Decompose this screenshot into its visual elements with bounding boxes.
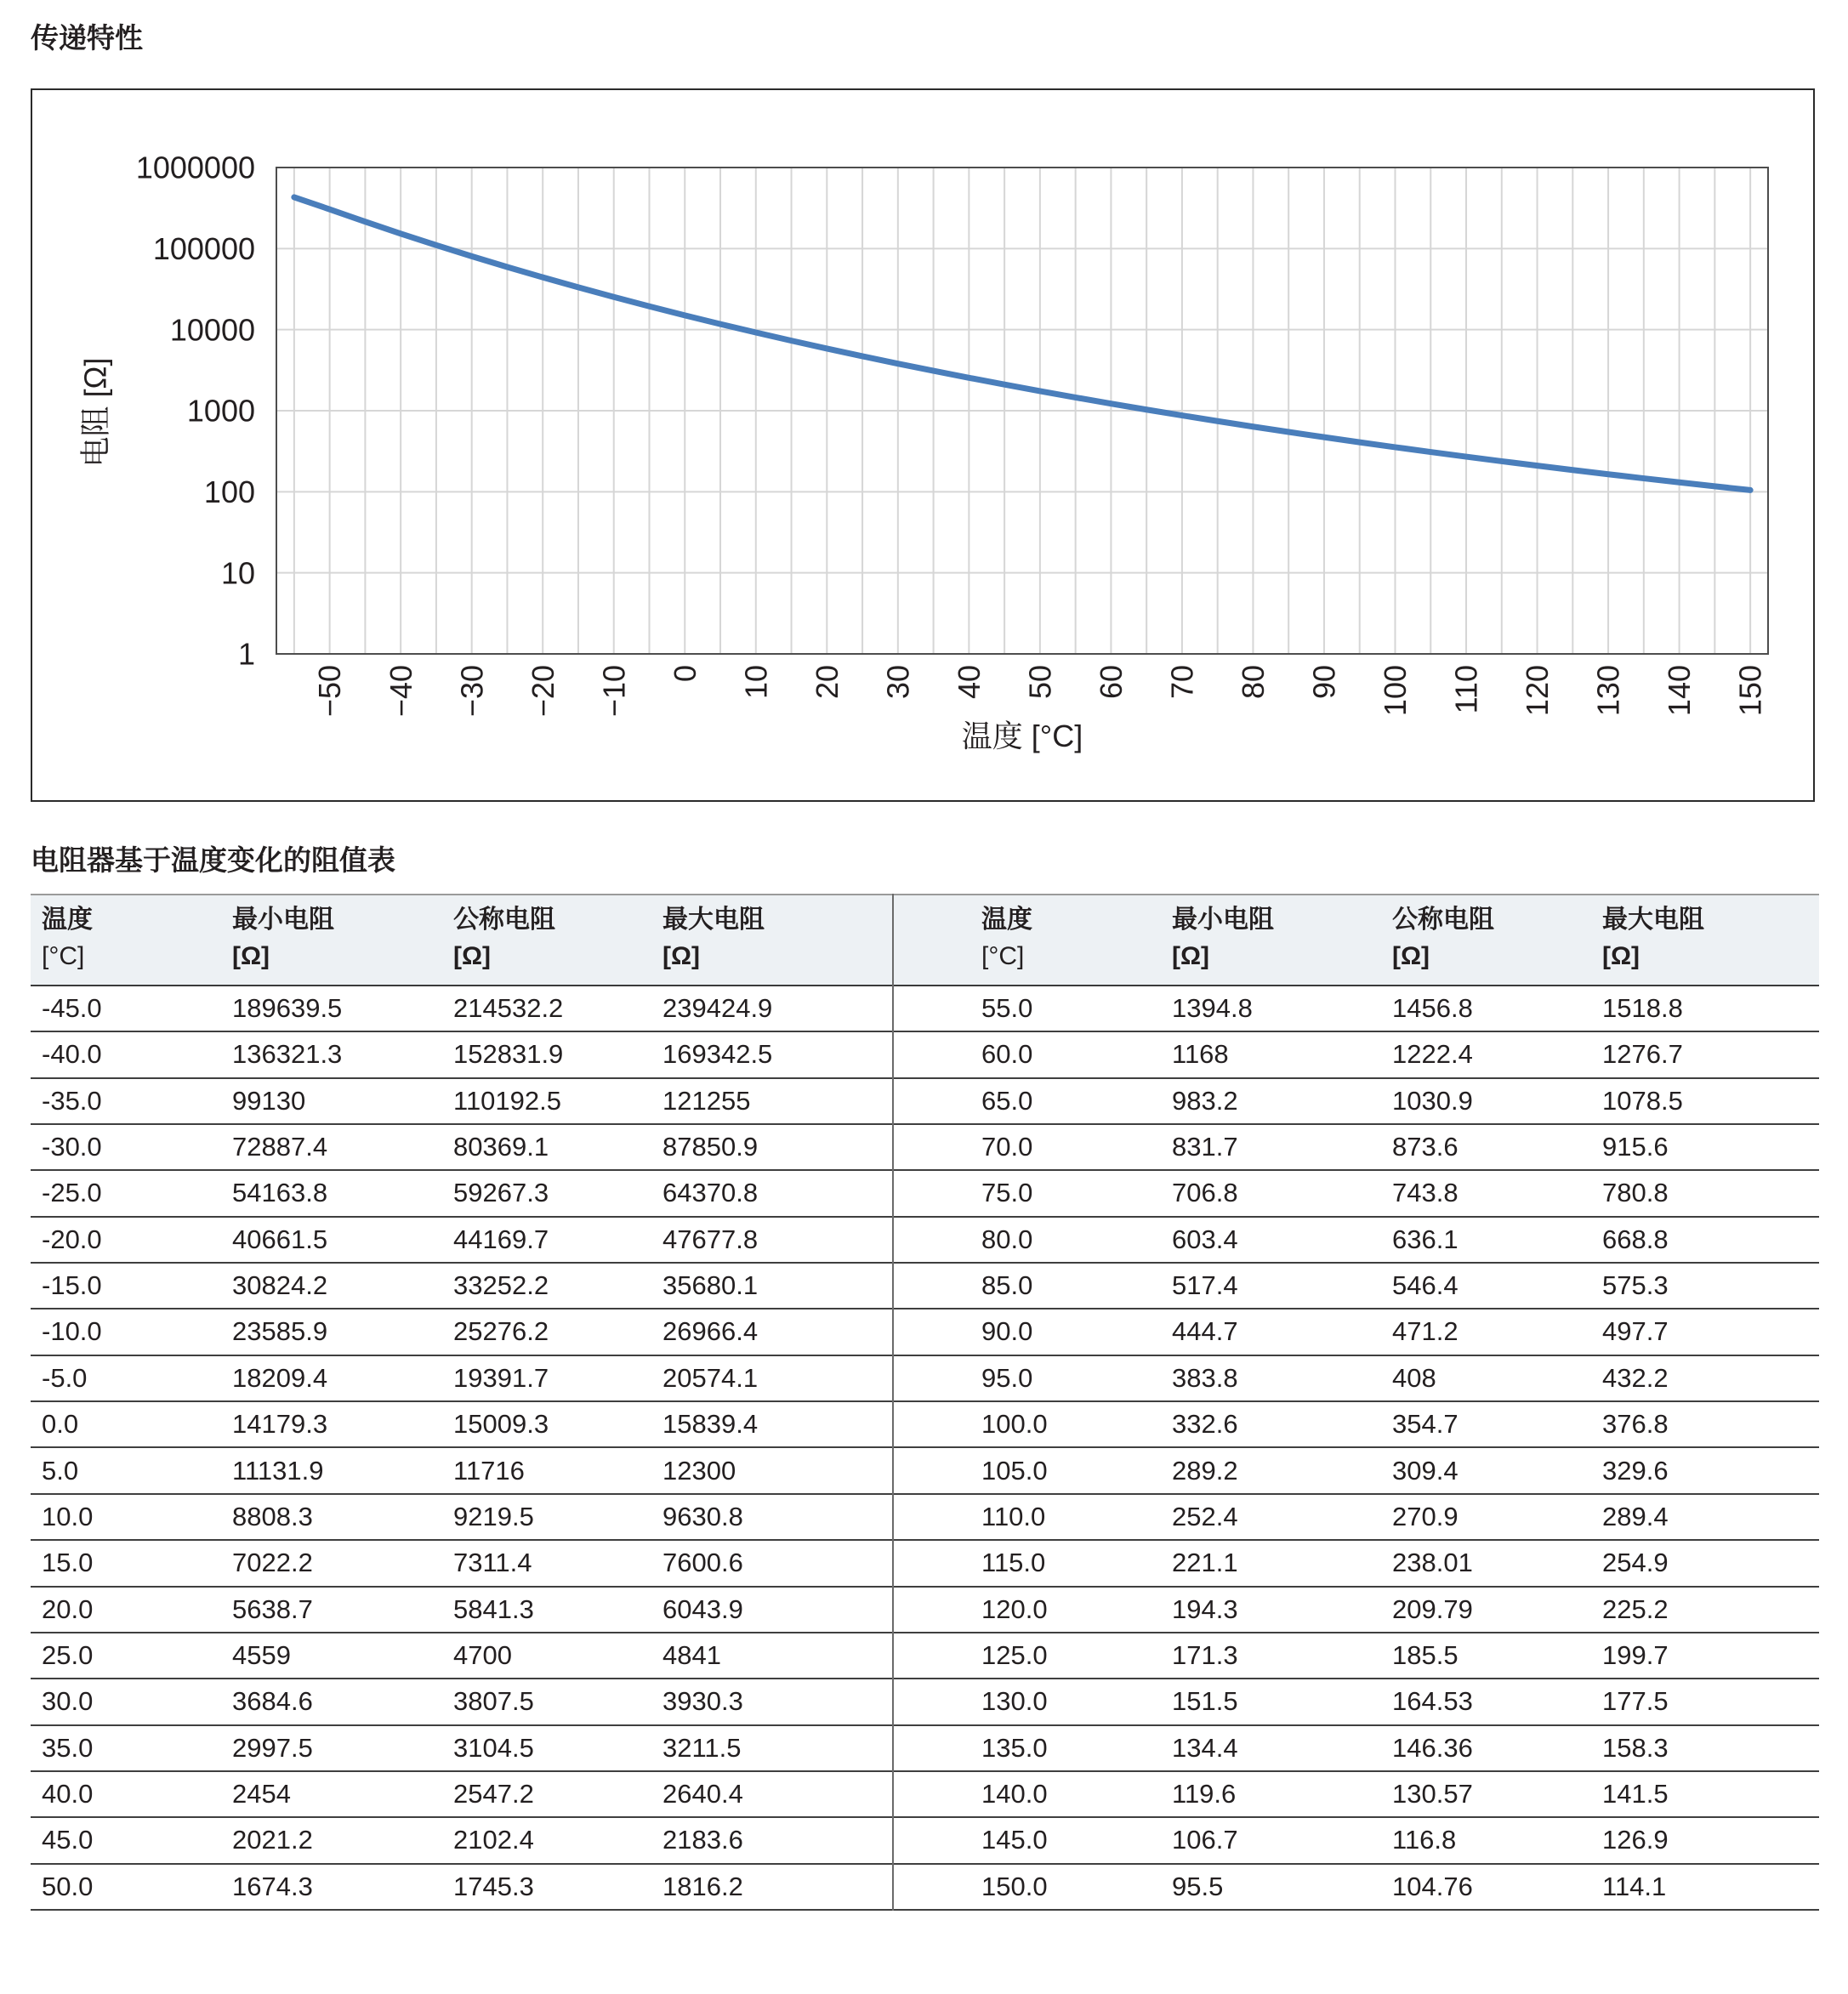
max-resistance-cell: 289.4 xyxy=(1602,1501,1669,1531)
x-tick-label: 130 xyxy=(1590,665,1626,717)
max-resistance-cell: 376.8 xyxy=(1602,1409,1669,1440)
max-resistance-cell: 3211.5 xyxy=(662,1732,742,1763)
x-tick-label: −50 xyxy=(312,665,348,718)
temperature-cell: 40.0 xyxy=(42,1778,94,1809)
min-resistance-cell: 18209.4 xyxy=(232,1362,328,1393)
x-tick-label: 110 xyxy=(1448,665,1484,714)
min-resistance-cell: 54163.8 xyxy=(232,1178,328,1208)
table-row xyxy=(31,1171,1819,1217)
max-resistance-cell: 225.2 xyxy=(1602,1593,1669,1624)
nominal-resistance-cell: 3807.5 xyxy=(453,1686,534,1717)
nominal-resistance-cell: 546.4 xyxy=(1392,1270,1458,1301)
nominal-resistance-cell: 354.7 xyxy=(1392,1409,1458,1440)
x-tick-label: −20 xyxy=(525,665,560,718)
min-resistance-cell: 119.6 xyxy=(1172,1778,1237,1809)
header-unit: [Ω] xyxy=(232,942,270,970)
min-resistance-cell: 983.2 xyxy=(1172,1085,1238,1116)
max-resistance-cell: 15839.4 xyxy=(662,1409,759,1440)
min-resistance-cell: 383.8 xyxy=(1172,1362,1238,1393)
temperature-cell: -10.0 xyxy=(42,1316,102,1347)
nominal-resistance-cell: 209.79 xyxy=(1392,1593,1473,1624)
max-resistance-cell: 1816.2 xyxy=(662,1871,743,1901)
temperature-cell: -5.0 xyxy=(42,1362,88,1393)
max-resistance-cell: 254.9 xyxy=(1602,1548,1669,1578)
x-tick-label: 0 xyxy=(667,665,702,683)
nominal-resistance-cell: 1745.3 xyxy=(453,1871,534,1901)
max-resistance-cell: 2183.6 xyxy=(662,1825,743,1855)
temperature-cell: 45.0 xyxy=(42,1825,94,1855)
nominal-resistance-cell: 1030.9 xyxy=(1392,1085,1473,1116)
y-tick-label: 1000000 xyxy=(135,150,255,185)
x-tick-label: 60 xyxy=(1094,665,1129,700)
nominal-resistance-cell: 164.53 xyxy=(1392,1686,1473,1717)
nominal-resistance-cell: 185.5 xyxy=(1392,1639,1458,1670)
temperature-cell: -40.0 xyxy=(42,1039,102,1070)
max-resistance-cell: 3930.3 xyxy=(662,1686,743,1717)
min-resistance-cell: 289.2 xyxy=(1172,1455,1238,1486)
y-tick-label: 10000 xyxy=(169,312,255,348)
temperature-cell: 75.0 xyxy=(981,1178,1033,1208)
min-resistance-cell: 8808.3 xyxy=(232,1501,313,1531)
max-resistance-cell: 12300 xyxy=(662,1455,736,1486)
table-row xyxy=(31,1865,1819,1911)
min-resistance-cell: 30824.2 xyxy=(232,1270,328,1301)
temperature-cell: 5.0 xyxy=(42,1455,79,1486)
temperature-cell: -20.0 xyxy=(42,1224,102,1254)
temperature-cell: 140.0 xyxy=(981,1778,1048,1809)
x-tick-label: −10 xyxy=(596,665,632,718)
max-resistance-cell: 1078.5 xyxy=(1602,1085,1683,1116)
min-resistance-cell: 252.4 xyxy=(1172,1501,1238,1531)
header-unit: [Ω] xyxy=(1172,942,1210,970)
nominal-resistance-cell: 2102.4 xyxy=(453,1825,534,1855)
x-tick-label: 150 xyxy=(1732,665,1768,717)
resistance-table xyxy=(31,894,1819,1911)
temperature-cell: 130.0 xyxy=(981,1686,1048,1717)
nominal-resistance-cell: 146.36 xyxy=(1392,1732,1473,1763)
table-row xyxy=(31,1726,1819,1772)
table-header xyxy=(31,894,1819,986)
y-tick-label: 100000 xyxy=(152,230,255,266)
nominal-resistance-cell: 214532.2 xyxy=(453,993,564,1023)
min-resistance-cell: 221.1 xyxy=(1172,1548,1238,1578)
header-label: 最小电阻 xyxy=(1172,906,1274,934)
min-resistance-cell: 194.3 xyxy=(1172,1593,1238,1624)
max-resistance-cell: 915.6 xyxy=(1602,1132,1669,1162)
max-resistance-cell: 432.2 xyxy=(1602,1362,1669,1393)
nominal-resistance-cell: 408 xyxy=(1392,1362,1436,1393)
grid-layer xyxy=(276,168,1768,654)
max-resistance-cell: 141.5 xyxy=(1602,1778,1669,1809)
max-resistance-cell: 7600.6 xyxy=(662,1548,743,1578)
temperature-cell: 30.0 xyxy=(42,1686,94,1717)
max-resistance-cell: 668.8 xyxy=(1602,1224,1669,1254)
max-resistance-cell: 169342.5 xyxy=(662,1039,773,1070)
temperature-cell: 95.0 xyxy=(981,1362,1033,1393)
nominal-resistance-cell: 2547.2 xyxy=(453,1778,534,1809)
nominal-resistance-cell: 11716 xyxy=(453,1455,525,1486)
x-tick-label: 30 xyxy=(880,664,916,700)
min-resistance-cell: 171.3 xyxy=(1172,1639,1238,1670)
nominal-resistance-cell: 7311.4 xyxy=(453,1548,532,1578)
min-resistance-cell: 4559 xyxy=(232,1639,291,1670)
max-resistance-cell: 126.9 xyxy=(1602,1825,1669,1855)
max-resistance-cell: 35680.1 xyxy=(662,1270,759,1301)
temperature-cell: 110.0 xyxy=(981,1501,1046,1531)
nominal-resistance-cell: 1222.4 xyxy=(1392,1039,1473,1070)
min-resistance-cell: 706.8 xyxy=(1172,1178,1238,1208)
min-resistance-cell: 136321.3 xyxy=(232,1039,343,1070)
nominal-resistance-cell: 309.4 xyxy=(1392,1455,1458,1486)
x-axis-title: 温度 [°C] xyxy=(961,719,1083,753)
nominal-resistance-cell: 636.1 xyxy=(1392,1224,1458,1254)
max-resistance-cell: 177.5 xyxy=(1602,1686,1669,1717)
min-resistance-cell: 2454 xyxy=(232,1778,291,1809)
max-resistance-cell: 9630.8 xyxy=(662,1501,743,1531)
y-axis-title: 电阻 [Ω] xyxy=(77,357,113,468)
temperature-cell: 115.0 xyxy=(981,1548,1046,1578)
table-row xyxy=(31,1309,1819,1355)
max-resistance-cell: 114.1 xyxy=(1602,1871,1667,1901)
nominal-resistance-cell: 743.8 xyxy=(1392,1178,1458,1208)
header-label: 最大电阻 xyxy=(662,906,765,934)
temperature-cell: 105.0 xyxy=(981,1455,1048,1486)
min-resistance-cell: 1394.8 xyxy=(1172,993,1253,1023)
chart-section-title: 传递特性 xyxy=(31,22,143,54)
header-label: 公称电阻 xyxy=(453,906,555,934)
header-unit: [Ω] xyxy=(1602,942,1640,970)
nominal-resistance-cell: 130.57 xyxy=(1392,1778,1473,1809)
nominal-resistance-cell: 152831.9 xyxy=(453,1039,564,1070)
max-resistance-cell: 239424.9 xyxy=(662,993,773,1023)
min-resistance-cell: 40661.5 xyxy=(232,1224,328,1254)
curve-layer xyxy=(294,197,1750,490)
min-resistance-cell: 99130 xyxy=(232,1085,306,1116)
max-resistance-cell: 1276.7 xyxy=(1602,1039,1683,1070)
temperature-cell: 55.0 xyxy=(981,993,1033,1023)
header-unit: [Ω] xyxy=(453,942,492,970)
max-resistance-cell: 26966.4 xyxy=(662,1316,759,1347)
header-unit: [Ω] xyxy=(662,942,701,970)
min-resistance-cell: 444.7 xyxy=(1172,1316,1238,1347)
max-resistance-cell: 20574.1 xyxy=(662,1362,759,1393)
header-label: 温度 xyxy=(42,906,93,934)
x-tick-label: 10 xyxy=(738,665,774,700)
tick-label-layer xyxy=(136,151,1768,717)
x-tick-label: 50 xyxy=(1022,665,1058,700)
resistance-curve xyxy=(294,197,1750,490)
max-resistance-cell: 1518.8 xyxy=(1602,993,1683,1023)
temperature-cell: 50.0 xyxy=(42,1871,94,1901)
y-tick-label: 100 xyxy=(203,474,255,509)
temperature-cell: -15.0 xyxy=(42,1270,102,1301)
temperature-cell: 80.0 xyxy=(981,1224,1033,1254)
max-resistance-cell: 2640.4 xyxy=(662,1778,743,1809)
temperature-cell: 25.0 xyxy=(42,1639,94,1670)
max-resistance-cell: 497.7 xyxy=(1602,1316,1669,1347)
min-resistance-cell: 189639.5 xyxy=(232,993,343,1023)
temperature-cell: -30.0 xyxy=(42,1132,102,1162)
table-section-title: 电阻器基于温度变化的阻值表 xyxy=(31,844,395,876)
min-resistance-cell: 2997.5 xyxy=(232,1732,313,1763)
max-resistance-cell: 87850.9 xyxy=(662,1132,759,1162)
nominal-resistance-cell: 44169.7 xyxy=(453,1224,549,1254)
max-resistance-cell: 199.7 xyxy=(1602,1639,1669,1670)
temperature-cell: 85.0 xyxy=(981,1270,1033,1301)
nominal-resistance-cell: 471.2 xyxy=(1392,1316,1458,1347)
nominal-resistance-cell: 110192.5 xyxy=(453,1085,561,1116)
y-tick-label: 10 xyxy=(220,555,255,591)
table-row xyxy=(31,1818,1819,1864)
min-resistance-cell: 517.4 xyxy=(1172,1270,1238,1301)
min-resistance-cell: 2021.2 xyxy=(232,1825,313,1855)
y-tick-label: 1 xyxy=(237,636,255,672)
max-resistance-cell: 47677.8 xyxy=(662,1224,759,1254)
nominal-resistance-cell: 873.6 xyxy=(1392,1132,1458,1162)
max-resistance-cell: 158.3 xyxy=(1602,1732,1669,1763)
table-row xyxy=(31,1032,1819,1078)
temperature-cell: 65.0 xyxy=(981,1085,1033,1116)
temperature-cell: 70.0 xyxy=(981,1132,1033,1162)
x-tick-label: 80 xyxy=(1236,665,1271,700)
y-tick-label: 1000 xyxy=(186,393,255,429)
max-resistance-cell: 6043.9 xyxy=(662,1593,743,1624)
temperature-cell: 135.0 xyxy=(981,1732,1048,1763)
x-tick-label: 70 xyxy=(1164,665,1200,700)
nominal-resistance-cell: 33252.2 xyxy=(453,1270,549,1301)
nominal-resistance-cell: 3104.5 xyxy=(453,1732,534,1763)
header-unit: [°C] xyxy=(981,942,1025,970)
temperature-cell: 0.0 xyxy=(42,1409,79,1440)
table-row xyxy=(31,1772,1819,1818)
nominal-resistance-cell: 104.76 xyxy=(1392,1871,1473,1901)
temperature-cell: 100.0 xyxy=(981,1409,1048,1440)
min-resistance-cell: 332.6 xyxy=(1172,1409,1238,1440)
x-tick-label: −30 xyxy=(454,665,490,718)
min-resistance-cell: 134.4 xyxy=(1172,1732,1238,1763)
table-row xyxy=(31,1633,1819,1679)
temperature-cell: 150.0 xyxy=(981,1871,1048,1901)
min-resistance-cell: 831.7 xyxy=(1172,1132,1238,1162)
header-unit: [Ω] xyxy=(1392,942,1430,970)
x-tick-label: 120 xyxy=(1520,665,1555,717)
temperature-cell: 35.0 xyxy=(42,1732,94,1763)
nominal-resistance-cell: 1456.8 xyxy=(1392,993,1473,1023)
min-resistance-cell: 1674.3 xyxy=(232,1871,313,1901)
x-tick-label: 90 xyxy=(1306,665,1342,700)
temperature-cell: 120.0 xyxy=(981,1593,1048,1624)
table-row xyxy=(31,986,1819,1032)
header-label: 公称电阻 xyxy=(1392,906,1494,934)
min-resistance-cell: 5638.7 xyxy=(232,1593,313,1624)
nominal-resistance-cell: 4700 xyxy=(453,1639,512,1670)
temperature-cell: -45.0 xyxy=(42,993,102,1023)
nominal-resistance-cell: 9219.5 xyxy=(453,1501,534,1531)
min-resistance-cell: 72887.4 xyxy=(232,1132,328,1162)
min-resistance-cell: 1168 xyxy=(1172,1039,1229,1070)
min-resistance-cell: 106.7 xyxy=(1172,1825,1238,1855)
min-resistance-cell: 603.4 xyxy=(1172,1224,1238,1254)
temperature-cell: -35.0 xyxy=(42,1085,102,1116)
temperature-cell: 20.0 xyxy=(42,1593,94,1624)
table-row xyxy=(31,1495,1819,1541)
table-row xyxy=(31,1125,1819,1171)
table-row xyxy=(31,1218,1819,1264)
temperature-cell: 15.0 xyxy=(42,1548,94,1578)
nominal-resistance-cell: 15009.3 xyxy=(453,1409,549,1440)
nominal-resistance-cell: 116.8 xyxy=(1392,1825,1457,1855)
max-resistance-cell: 780.8 xyxy=(1602,1178,1669,1208)
x-tick-label: 20 xyxy=(809,665,844,700)
temperature-cell: 60.0 xyxy=(981,1039,1033,1070)
nominal-resistance-cell: 25276.2 xyxy=(453,1316,549,1347)
min-resistance-cell: 151.5 xyxy=(1172,1686,1238,1717)
header-label: 温度 xyxy=(981,906,1032,934)
nominal-resistance-cell: 270.9 xyxy=(1392,1501,1458,1531)
max-resistance-cell: 64370.8 xyxy=(662,1178,759,1208)
max-resistance-cell: 121255 xyxy=(662,1085,751,1116)
table-row xyxy=(31,1588,1819,1633)
x-tick-label: −40 xyxy=(383,665,418,718)
nominal-resistance-cell: 19391.7 xyxy=(453,1362,549,1393)
table-row xyxy=(31,1079,1819,1125)
temperature-cell: 125.0 xyxy=(981,1639,1048,1670)
table-column-divider xyxy=(892,894,894,1911)
x-tick-label: 40 xyxy=(951,665,987,700)
min-resistance-cell: 3684.6 xyxy=(232,1686,313,1717)
table-row xyxy=(31,1264,1819,1309)
min-resistance-cell: 14179.3 xyxy=(232,1409,328,1440)
x-tick-label: 140 xyxy=(1662,665,1697,717)
table-row xyxy=(31,1449,1819,1495)
resistance-temperature-chart xyxy=(31,88,1815,802)
temperature-cell: 10.0 xyxy=(42,1501,94,1531)
temperature-cell: -25.0 xyxy=(42,1178,102,1208)
header-unit: [°C] xyxy=(42,942,85,970)
temperature-cell: 145.0 xyxy=(981,1825,1048,1855)
temperature-cell: 90.0 xyxy=(981,1316,1033,1347)
max-resistance-cell: 575.3 xyxy=(1602,1270,1669,1301)
table-row xyxy=(31,1679,1819,1725)
max-resistance-cell: 4841 xyxy=(662,1639,721,1670)
table-row xyxy=(31,1356,1819,1402)
min-resistance-cell: 7022.2 xyxy=(232,1548,313,1578)
nominal-resistance-cell: 59267.3 xyxy=(453,1178,549,1208)
header-label: 最小电阻 xyxy=(232,906,334,934)
nominal-resistance-cell: 5841.3 xyxy=(453,1593,534,1624)
min-resistance-cell: 11131.9 xyxy=(232,1455,324,1486)
nominal-resistance-cell: 238.01 xyxy=(1392,1548,1473,1578)
table-row xyxy=(31,1541,1819,1587)
min-resistance-cell: 23585.9 xyxy=(232,1316,328,1347)
x-tick-label: 100 xyxy=(1378,665,1413,717)
nominal-resistance-cell: 80369.1 xyxy=(453,1132,549,1162)
table-row xyxy=(31,1402,1819,1448)
max-resistance-cell: 329.6 xyxy=(1602,1455,1669,1486)
min-resistance-cell: 95.5 xyxy=(1172,1871,1224,1901)
header-label: 最大电阻 xyxy=(1602,906,1704,934)
